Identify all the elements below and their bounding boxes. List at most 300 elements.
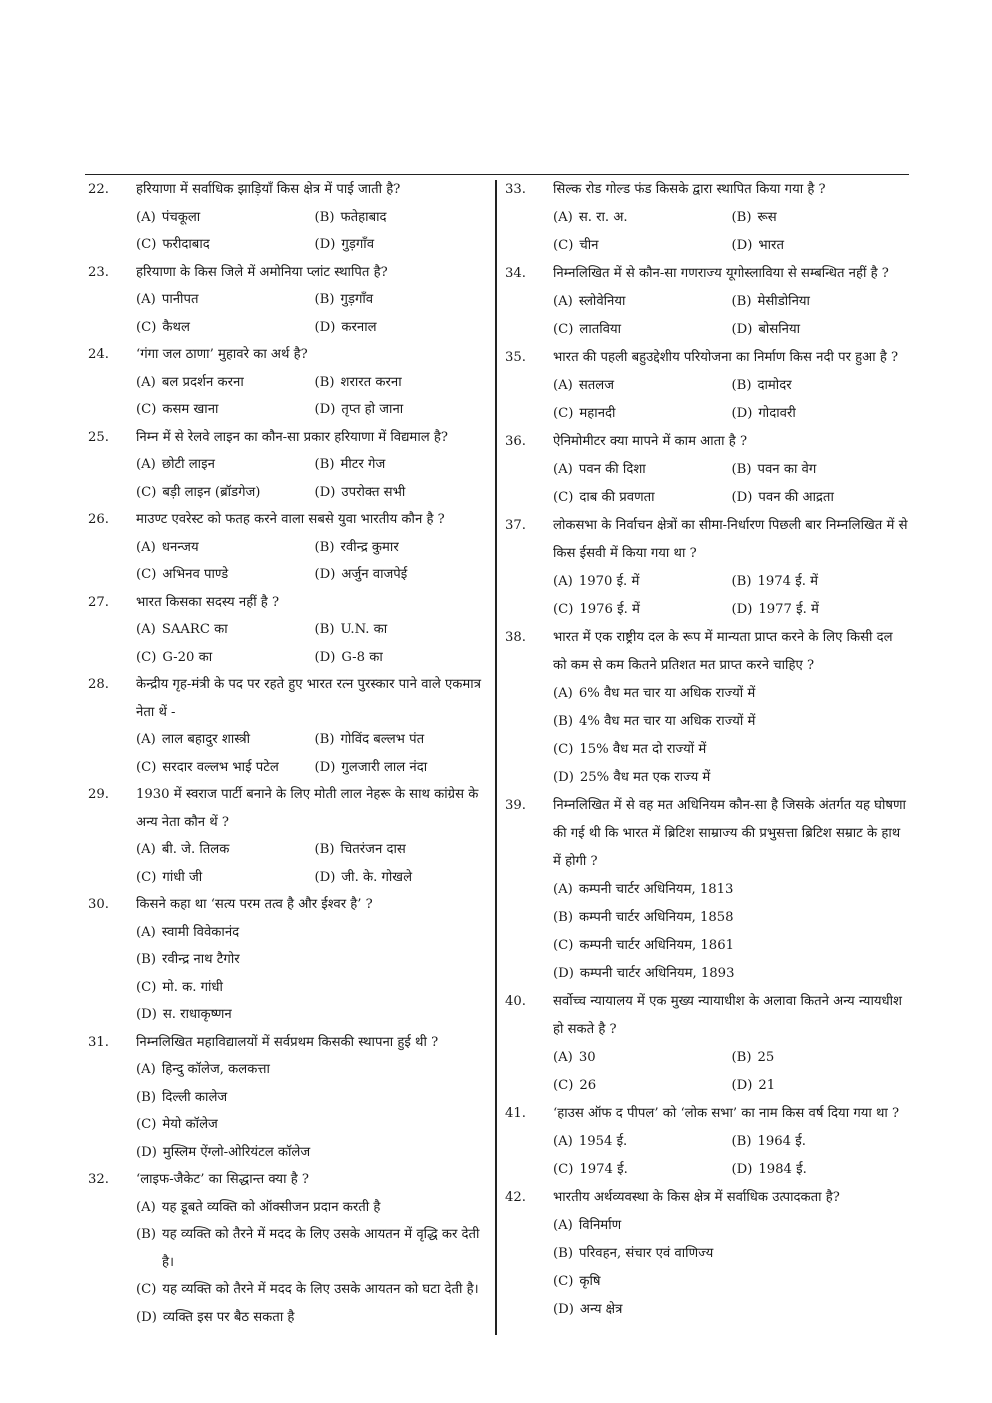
option-letter: (C) xyxy=(136,484,157,500)
right-column xyxy=(505,176,910,1324)
question-number: 37. xyxy=(505,518,526,533)
option-letter: (C) xyxy=(553,238,574,253)
options-list xyxy=(136,1056,493,1166)
option-letter: (C) xyxy=(553,1274,574,1289)
option-39-d[interactable] xyxy=(553,960,910,988)
option-letter: (C) xyxy=(553,406,574,421)
question-36 xyxy=(505,428,910,512)
question-text: भारतीय अर्थव्यवस्था के किस क्षेत्र में सर्वाधिक उत्पादकता है? xyxy=(553,1190,840,1205)
option-24-d[interactable] xyxy=(315,396,494,424)
option-24-a[interactable] xyxy=(136,369,315,397)
option-40-a[interactable] xyxy=(553,1044,732,1072)
option-text: यह व्यक्ति को तैरने में मदद के लिए उसके आयतन को घटा देती है। xyxy=(162,1282,479,1297)
option-37-c[interactable] xyxy=(553,596,732,624)
question-number: 22. xyxy=(88,182,109,197)
question-text: सिल्क रोड गोल्ड फंड किसके द्वारा स्थापित किया गया है ? xyxy=(553,182,826,197)
option-letter: (B) xyxy=(553,714,573,729)
option-text: भारत xyxy=(758,238,784,253)
option-34-b[interactable] xyxy=(732,288,911,316)
question-34 xyxy=(505,260,910,344)
option-text: छोटी लाइन xyxy=(161,457,215,472)
question-number: 36. xyxy=(505,434,526,449)
option-41-b[interactable] xyxy=(732,1128,911,1156)
option-28-d[interactable] xyxy=(315,754,494,782)
option-letter: (B) xyxy=(314,457,335,472)
option-39-c[interactable] xyxy=(553,932,910,960)
option-letter: (A) xyxy=(553,882,573,897)
question-text: भारत किसका सदस्य नहीं है ? xyxy=(136,594,280,610)
option-letter: (A) xyxy=(553,1050,573,1065)
option-25-a[interactable] xyxy=(136,451,315,479)
question-text: ‘गंगा जल ठाणा’ मुहावरे का अर्थ है? xyxy=(136,347,308,362)
option-24-b[interactable] xyxy=(315,369,494,397)
option-42-d[interactable] xyxy=(553,1296,910,1324)
option-39-b[interactable] xyxy=(553,904,910,932)
question-24 xyxy=(88,341,493,424)
options-list xyxy=(136,286,493,341)
option-36-a[interactable] xyxy=(553,456,732,484)
option-text: चीन xyxy=(579,238,599,253)
option-letter: (B) xyxy=(731,1050,752,1065)
option-letter: (B) xyxy=(136,1089,156,1105)
options-list xyxy=(136,919,493,1029)
option-38-b[interactable] xyxy=(553,708,910,736)
option-32-c[interactable] xyxy=(136,1276,493,1304)
option-27-b[interactable] xyxy=(315,616,494,644)
option-22-b[interactable] xyxy=(315,204,494,232)
option-32-a[interactable] xyxy=(136,1194,493,1222)
option-37-b[interactable] xyxy=(732,568,911,596)
option-letter: (D) xyxy=(731,1162,753,1177)
option-letter: (D) xyxy=(731,490,753,505)
options-list xyxy=(553,680,910,792)
option-text: कम्पनी चार्टर अधिनियम, 1893 xyxy=(579,966,735,981)
question-text: भारत में एक राष्ट्रीय दल के रूप में मान्यता प्राप्त करने के लिए किसी दल को कम से कम कितने प्रतिशत मत प्राप्त करने चाहिए ? xyxy=(553,630,893,673)
options-list xyxy=(136,1194,493,1332)
option-31-b[interactable] xyxy=(136,1084,493,1112)
option-27-d[interactable] xyxy=(315,644,494,672)
option-letter: (A) xyxy=(553,378,573,393)
option-text: महानदी xyxy=(579,406,616,421)
question-text: माउण्ट एवरेस्ट को फतह करने वाला सबसे युवा भारतीय कौन है ? xyxy=(136,512,445,527)
question-39 xyxy=(505,792,910,988)
option-letter: (A) xyxy=(136,209,156,225)
option-26-c[interactable] xyxy=(136,561,315,589)
option-letter: (B) xyxy=(314,209,335,225)
option-text: बी. जे. तिलक xyxy=(161,842,230,857)
option-letter: (B) xyxy=(553,910,573,925)
option-35-b[interactable] xyxy=(732,372,911,400)
option-text: लाल बहादुर शास्त्री xyxy=(161,732,251,747)
option-text: U.N. का xyxy=(340,622,388,637)
question-number: 29. xyxy=(88,787,109,802)
options-list xyxy=(553,372,910,428)
option-23-c[interactable] xyxy=(136,314,315,342)
option-text: यह व्यक्ति को तैरने में मदद के लिए उसके आयतन में वृद्धि कर देती है। xyxy=(161,1227,480,1270)
option-38-c[interactable] xyxy=(553,736,910,764)
option-40-b[interactable] xyxy=(732,1044,911,1072)
option-text: परिवहन, संचार एवं वाणिज्य xyxy=(578,1246,714,1261)
option-text: स. राधाकृष्णन xyxy=(162,1007,232,1022)
question-text: निम्नलिखित महाविद्यालयों में सर्वप्रथम किसकी स्थापना हुई थी ? xyxy=(136,1034,439,1050)
option-text: गांधी जी xyxy=(162,869,203,885)
option-27-c[interactable] xyxy=(136,644,315,672)
option-text: कम्पनी चार्टर अधिनियम, 1813 xyxy=(578,882,734,897)
option-text: उपरोक्त सभी xyxy=(341,484,406,500)
question-text: ‘लाइफ-जैकेट’ का सिद्धान्त क्या है ? xyxy=(136,1172,309,1187)
option-36-c[interactable] xyxy=(553,484,732,512)
option-42-a[interactable] xyxy=(553,1212,910,1240)
option-letter: (B) xyxy=(314,732,335,747)
option-letter: (A) xyxy=(136,732,156,747)
question-text: ‘हाउस ऑफ द पीपल’ को ‘लोक सभा’ का नाम किस वर्ष दिया गया था ? xyxy=(553,1106,900,1121)
option-33-d[interactable] xyxy=(732,232,911,260)
option-letter: (D) xyxy=(314,484,336,500)
option-text: हिन्दु कॉलेज, कलकत्ता xyxy=(161,1062,270,1077)
option-text: स्लोवेनिया xyxy=(578,294,626,309)
option-28-b[interactable] xyxy=(315,726,494,754)
option-letter: (C) xyxy=(553,1162,574,1177)
option-letter: (D) xyxy=(314,402,336,417)
option-23-d[interactable] xyxy=(315,314,494,342)
option-text: 30 xyxy=(578,1050,596,1065)
option-text: तृप्त हो जाना xyxy=(341,402,404,417)
option-letter: (D) xyxy=(553,1302,574,1317)
question-number: 25. xyxy=(88,429,109,445)
option-letter: (B) xyxy=(314,539,335,555)
option-letter: (D) xyxy=(731,322,753,337)
option-letter: (B) xyxy=(553,1246,573,1261)
option-32-b[interactable] xyxy=(136,1221,493,1276)
question-29 xyxy=(88,781,493,891)
option-letter: (A) xyxy=(136,457,156,472)
option-33-b[interactable] xyxy=(732,204,911,232)
options-list xyxy=(553,1044,910,1100)
option-24-c[interactable] xyxy=(136,396,315,424)
option-letter: (C) xyxy=(136,402,157,417)
option-23-a[interactable] xyxy=(136,286,315,314)
option-text: 25 xyxy=(757,1050,775,1065)
question-22 xyxy=(88,176,493,259)
top-divider xyxy=(85,174,909,175)
option-letter: (A) xyxy=(553,462,573,477)
option-25-d[interactable] xyxy=(315,479,494,507)
option-letter: (A) xyxy=(136,842,156,857)
option-letter: (D) xyxy=(731,406,753,421)
option-text: 1974 ई. xyxy=(579,1162,628,1177)
question-number: 40. xyxy=(505,994,526,1009)
option-text: कैथल xyxy=(162,319,190,335)
option-letter: (A) xyxy=(553,574,573,589)
option-text: G-20 का xyxy=(162,649,213,665)
option-text: विनिर्माण xyxy=(578,1218,622,1233)
option-text: 1984 ई. xyxy=(758,1162,807,1177)
option-35-c[interactable] xyxy=(553,400,732,428)
option-letter: (B) xyxy=(731,294,752,309)
option-29-b[interactable] xyxy=(315,836,494,864)
option-letter: (D) xyxy=(314,869,336,885)
option-letter: (B) xyxy=(731,462,752,477)
question-number: 28. xyxy=(88,677,109,692)
option-letter: (C) xyxy=(136,237,157,252)
option-22-a[interactable] xyxy=(136,204,315,232)
option-42-c[interactable] xyxy=(553,1268,910,1296)
question-41 xyxy=(505,1100,910,1184)
option-letter: (D) xyxy=(314,759,336,775)
option-25-b[interactable] xyxy=(315,451,494,479)
option-26-a[interactable] xyxy=(136,534,315,562)
question-number: 39. xyxy=(505,798,526,813)
option-28-c[interactable] xyxy=(136,754,315,782)
option-text: करनाल xyxy=(341,319,377,335)
option-letter: (C) xyxy=(136,979,157,995)
option-23-b[interactable] xyxy=(315,286,494,314)
question-25 xyxy=(88,424,493,507)
option-text: पवन की दिशा xyxy=(578,462,646,477)
option-letter: (D) xyxy=(136,1007,157,1022)
option-27-a[interactable] xyxy=(136,616,315,644)
option-text: स्वामी विवेकानंद xyxy=(161,924,240,940)
option-letter: (C) xyxy=(553,938,574,953)
option-29-c[interactable] xyxy=(136,864,315,892)
option-text: दिल्ली कालेज xyxy=(161,1089,228,1105)
question-37 xyxy=(505,512,910,624)
option-text: मो. क. गांधी xyxy=(162,979,223,995)
option-text: सतलज xyxy=(578,378,614,393)
option-41-d[interactable] xyxy=(732,1156,911,1184)
option-34-a[interactable] xyxy=(553,288,732,316)
option-40-c[interactable] xyxy=(553,1072,732,1100)
options-list xyxy=(553,204,910,260)
option-33-c[interactable] xyxy=(553,232,732,260)
question-number: 42. xyxy=(505,1190,526,1205)
question-38 xyxy=(505,624,910,792)
option-letter: (C) xyxy=(553,322,574,337)
option-text: दाब की प्रवणता xyxy=(579,490,655,505)
question-number: 33. xyxy=(505,182,526,197)
option-letter: (B) xyxy=(314,622,335,637)
option-41-c[interactable] xyxy=(553,1156,732,1184)
option-letter: (C) xyxy=(136,869,157,885)
question-number: 41. xyxy=(505,1106,526,1121)
option-41-a[interactable] xyxy=(553,1128,732,1156)
question-number: 32. xyxy=(88,1172,109,1187)
option-letter: (C) xyxy=(553,490,574,505)
question-31 xyxy=(88,1029,493,1167)
option-letter: (D) xyxy=(314,567,336,582)
option-text: चितरंजन दास xyxy=(340,842,406,857)
option-26-b[interactable] xyxy=(315,534,494,562)
option-29-d[interactable] xyxy=(315,864,494,892)
option-letter: (C) xyxy=(136,1282,157,1297)
option-letter: (D) xyxy=(314,237,336,252)
option-39-a[interactable] xyxy=(553,876,910,904)
option-letter: (B) xyxy=(731,574,752,589)
option-30-a[interactable] xyxy=(136,919,493,947)
option-letter: (B) xyxy=(731,378,752,393)
option-text: धनन्जय xyxy=(161,539,199,555)
question-text: ऐनिमोमीटर क्या मापने में काम आता है ? xyxy=(553,434,748,449)
option-text: 6% वैध मत चार या अधिक राज्यों में xyxy=(578,686,756,701)
question-text: लोकसभा के निर्वाचन क्षेत्रों का सीमा-निर्धारण पिछली बार निम्नलिखित में से किस ईसवी में किया गया था ? xyxy=(553,518,908,561)
option-text: 4% वैध मत चार या अधिक राज्यों में xyxy=(578,714,756,729)
option-36-d[interactable] xyxy=(732,484,911,512)
option-letter: (A) xyxy=(136,924,156,940)
question-text: किसने कहा था ‘सत्य परम तत्व है और ईश्वर है’ ? xyxy=(136,897,373,912)
options-list xyxy=(553,456,910,512)
option-letter: (B) xyxy=(314,374,335,390)
question-number: 30. xyxy=(88,897,109,912)
option-text: SAARC का xyxy=(161,622,228,637)
option-letter: (B) xyxy=(136,1227,156,1242)
option-37-a[interactable] xyxy=(553,568,732,596)
column-divider xyxy=(495,180,497,1335)
left-column xyxy=(88,176,493,1331)
option-text: पंचकूला xyxy=(161,209,201,225)
option-letter: (D) xyxy=(731,238,753,253)
options-list xyxy=(136,204,493,259)
option-letter: (C) xyxy=(553,602,574,617)
option-letter: (A) xyxy=(553,294,573,309)
question-27 xyxy=(88,589,493,672)
option-text: G-8 का xyxy=(341,649,383,665)
option-letter: (D) xyxy=(731,1078,753,1093)
option-text: अर्जुन वाजपेई xyxy=(341,567,408,582)
option-letter: (B) xyxy=(314,292,335,307)
question-number: 26. xyxy=(88,512,109,527)
option-text: 15% वैध मत दो राज्यों में xyxy=(579,742,707,757)
option-text: पवन का वेग xyxy=(757,462,817,477)
option-31-c[interactable] xyxy=(136,1111,493,1139)
option-31-a[interactable] xyxy=(136,1056,493,1084)
option-text: कसम खाना xyxy=(162,402,219,417)
option-letter: (A) xyxy=(553,686,573,701)
option-letter: (C) xyxy=(136,1117,157,1132)
question-number: 31. xyxy=(88,1034,109,1050)
question-text: केन्द्रीय गृह-मंत्री के पद पर रहते हुए भारत रत्न पुरस्कार पाने वाले एकमात्र नेता थें - xyxy=(136,677,481,720)
option-letter: (D) xyxy=(731,602,753,617)
question-number: 24. xyxy=(88,347,109,362)
option-text: अभिनव पाण्डे xyxy=(162,567,229,582)
option-text: 25% वैध मत एक राज्य में xyxy=(579,770,711,785)
option-25-c[interactable] xyxy=(136,479,315,507)
option-letter: (B) xyxy=(731,1134,752,1149)
option-29-a[interactable] xyxy=(136,836,315,864)
options-list xyxy=(553,1128,910,1184)
option-38-a[interactable] xyxy=(553,680,910,708)
option-text: अन्य क्षेत्र xyxy=(579,1302,623,1317)
option-text: 1964 ई. xyxy=(757,1134,806,1149)
option-text: रवीन्द्र कुमार xyxy=(340,539,399,555)
option-text: कम्पनी चार्टर अधिनियम, 1858 xyxy=(578,910,734,925)
option-letter: (D) xyxy=(553,966,574,981)
options-list xyxy=(136,836,493,891)
option-38-d[interactable] xyxy=(553,764,910,792)
option-letter: (C) xyxy=(136,567,157,582)
option-letter: (D) xyxy=(314,649,336,665)
option-33-a[interactable] xyxy=(553,204,732,232)
option-text: बड़ी लाइन (ब्रॉडगेज) xyxy=(162,484,261,500)
question-text: हरियाणा में सर्वाधिक झाड़ियाँ किस क्षेत्र में पाई जाती है? xyxy=(136,182,401,197)
question-text: सर्वोच्च न्यायालय में एक मुख्य न्यायाधीश के अलावा कितने अन्य न्यायधीश हो सकते है ? xyxy=(553,994,902,1037)
option-22-d[interactable] xyxy=(315,231,494,259)
question-number: 35. xyxy=(505,350,526,365)
option-letter: (A) xyxy=(553,1218,573,1233)
option-text: सरदार वल्लभ भाई पटेल xyxy=(162,759,279,775)
option-text: व्यक्ति इस पर बैठ सकता है xyxy=(162,1309,295,1325)
option-text: 21 xyxy=(758,1078,776,1093)
question-32 xyxy=(88,1166,493,1331)
option-34-d[interactable] xyxy=(732,316,911,344)
question-text: निम्नलिखित में से कौन-सा गणराज्य यूगोस्लाविया से सम्बन्धित नहीं है ? xyxy=(553,266,889,281)
option-text: रवीन्द्र नाथ टैगोर xyxy=(161,952,240,967)
option-34-c[interactable] xyxy=(553,316,732,344)
option-42-b[interactable] xyxy=(553,1240,910,1268)
question-text: 1930 में स्वराज पार्टी बनाने के लिए मोती लाल नेहरू के साथ कांग्रेस के अन्य नेता कौन थें ? xyxy=(136,787,479,830)
option-36-b[interactable] xyxy=(732,456,911,484)
option-text: फरीदाबाद xyxy=(162,237,210,252)
option-30-b[interactable] xyxy=(136,946,493,974)
question-30 xyxy=(88,891,493,1029)
option-letter: (B) xyxy=(136,952,156,967)
options-list xyxy=(553,876,910,988)
option-text: पानीपत xyxy=(161,292,199,307)
option-text: दामोदर xyxy=(757,378,792,393)
option-22-c[interactable] xyxy=(136,231,315,259)
options-list xyxy=(136,726,493,781)
option-text: बल प्रदर्शन करना xyxy=(161,374,244,390)
option-text: गुड़गाँव xyxy=(341,237,375,252)
option-text: शरारत करना xyxy=(340,374,402,390)
option-letter: (D) xyxy=(136,1309,157,1325)
question-number: 34. xyxy=(505,266,526,281)
option-letter: (A) xyxy=(136,1062,156,1077)
options-list xyxy=(136,369,493,424)
option-letter: (B) xyxy=(731,210,752,225)
options-list xyxy=(136,616,493,671)
question-text: भारत की पहली बहुउद्देशीय परियोजना का निर्माण किस नदी पर हुआ है ? xyxy=(553,350,899,365)
question-33 xyxy=(505,176,910,260)
option-31-d[interactable] xyxy=(136,1139,493,1167)
question-text: निम्नलिखित में से वह मत अधिनियम कौन-सा है जिसके अंतर्गत यह घोषणा की गई थी कि भारत में ब्रिटिश साम्राज्य की प्रभुसत्ता ब्रिटिश सम्राट के हाथ में होगी ? xyxy=(553,798,906,869)
question-28 xyxy=(88,671,493,781)
option-letter: (C) xyxy=(136,649,157,665)
question-35 xyxy=(505,344,910,428)
question-number: 27. xyxy=(88,594,109,610)
option-32-d[interactable] xyxy=(136,1304,493,1332)
option-40-d[interactable] xyxy=(732,1072,911,1100)
option-35-a[interactable] xyxy=(553,372,732,400)
option-text: गुलजारी लाल नंदा xyxy=(341,759,428,775)
question-number: 23. xyxy=(88,264,109,280)
option-letter: (A) xyxy=(136,622,156,637)
option-text: लातविया xyxy=(579,322,622,337)
option-letter: (A) xyxy=(136,1199,156,1215)
option-35-d[interactable] xyxy=(732,400,911,428)
option-letter: (A) xyxy=(136,539,156,555)
option-text: यह डूबते व्यक्ति को ऑक्सीजन प्रदान करती है xyxy=(161,1199,381,1215)
option-30-d[interactable] xyxy=(136,1001,493,1029)
option-26-d[interactable] xyxy=(315,561,494,589)
option-30-c[interactable] xyxy=(136,974,493,1002)
option-text: 1954 ई. xyxy=(578,1134,628,1149)
option-text: मुस्लिम ऐंग्लो-ओरियंटल कॉलेज xyxy=(162,1144,311,1160)
question-text: निम्न में से रेलवे लाइन का कौन-सा प्रकार हरियाणा में विद्यमाल है? xyxy=(136,429,448,445)
option-letter: (A) xyxy=(136,374,156,390)
option-37-d[interactable] xyxy=(732,596,911,624)
option-28-a[interactable] xyxy=(136,726,315,754)
option-text: मेसीडोनिया xyxy=(757,294,810,309)
